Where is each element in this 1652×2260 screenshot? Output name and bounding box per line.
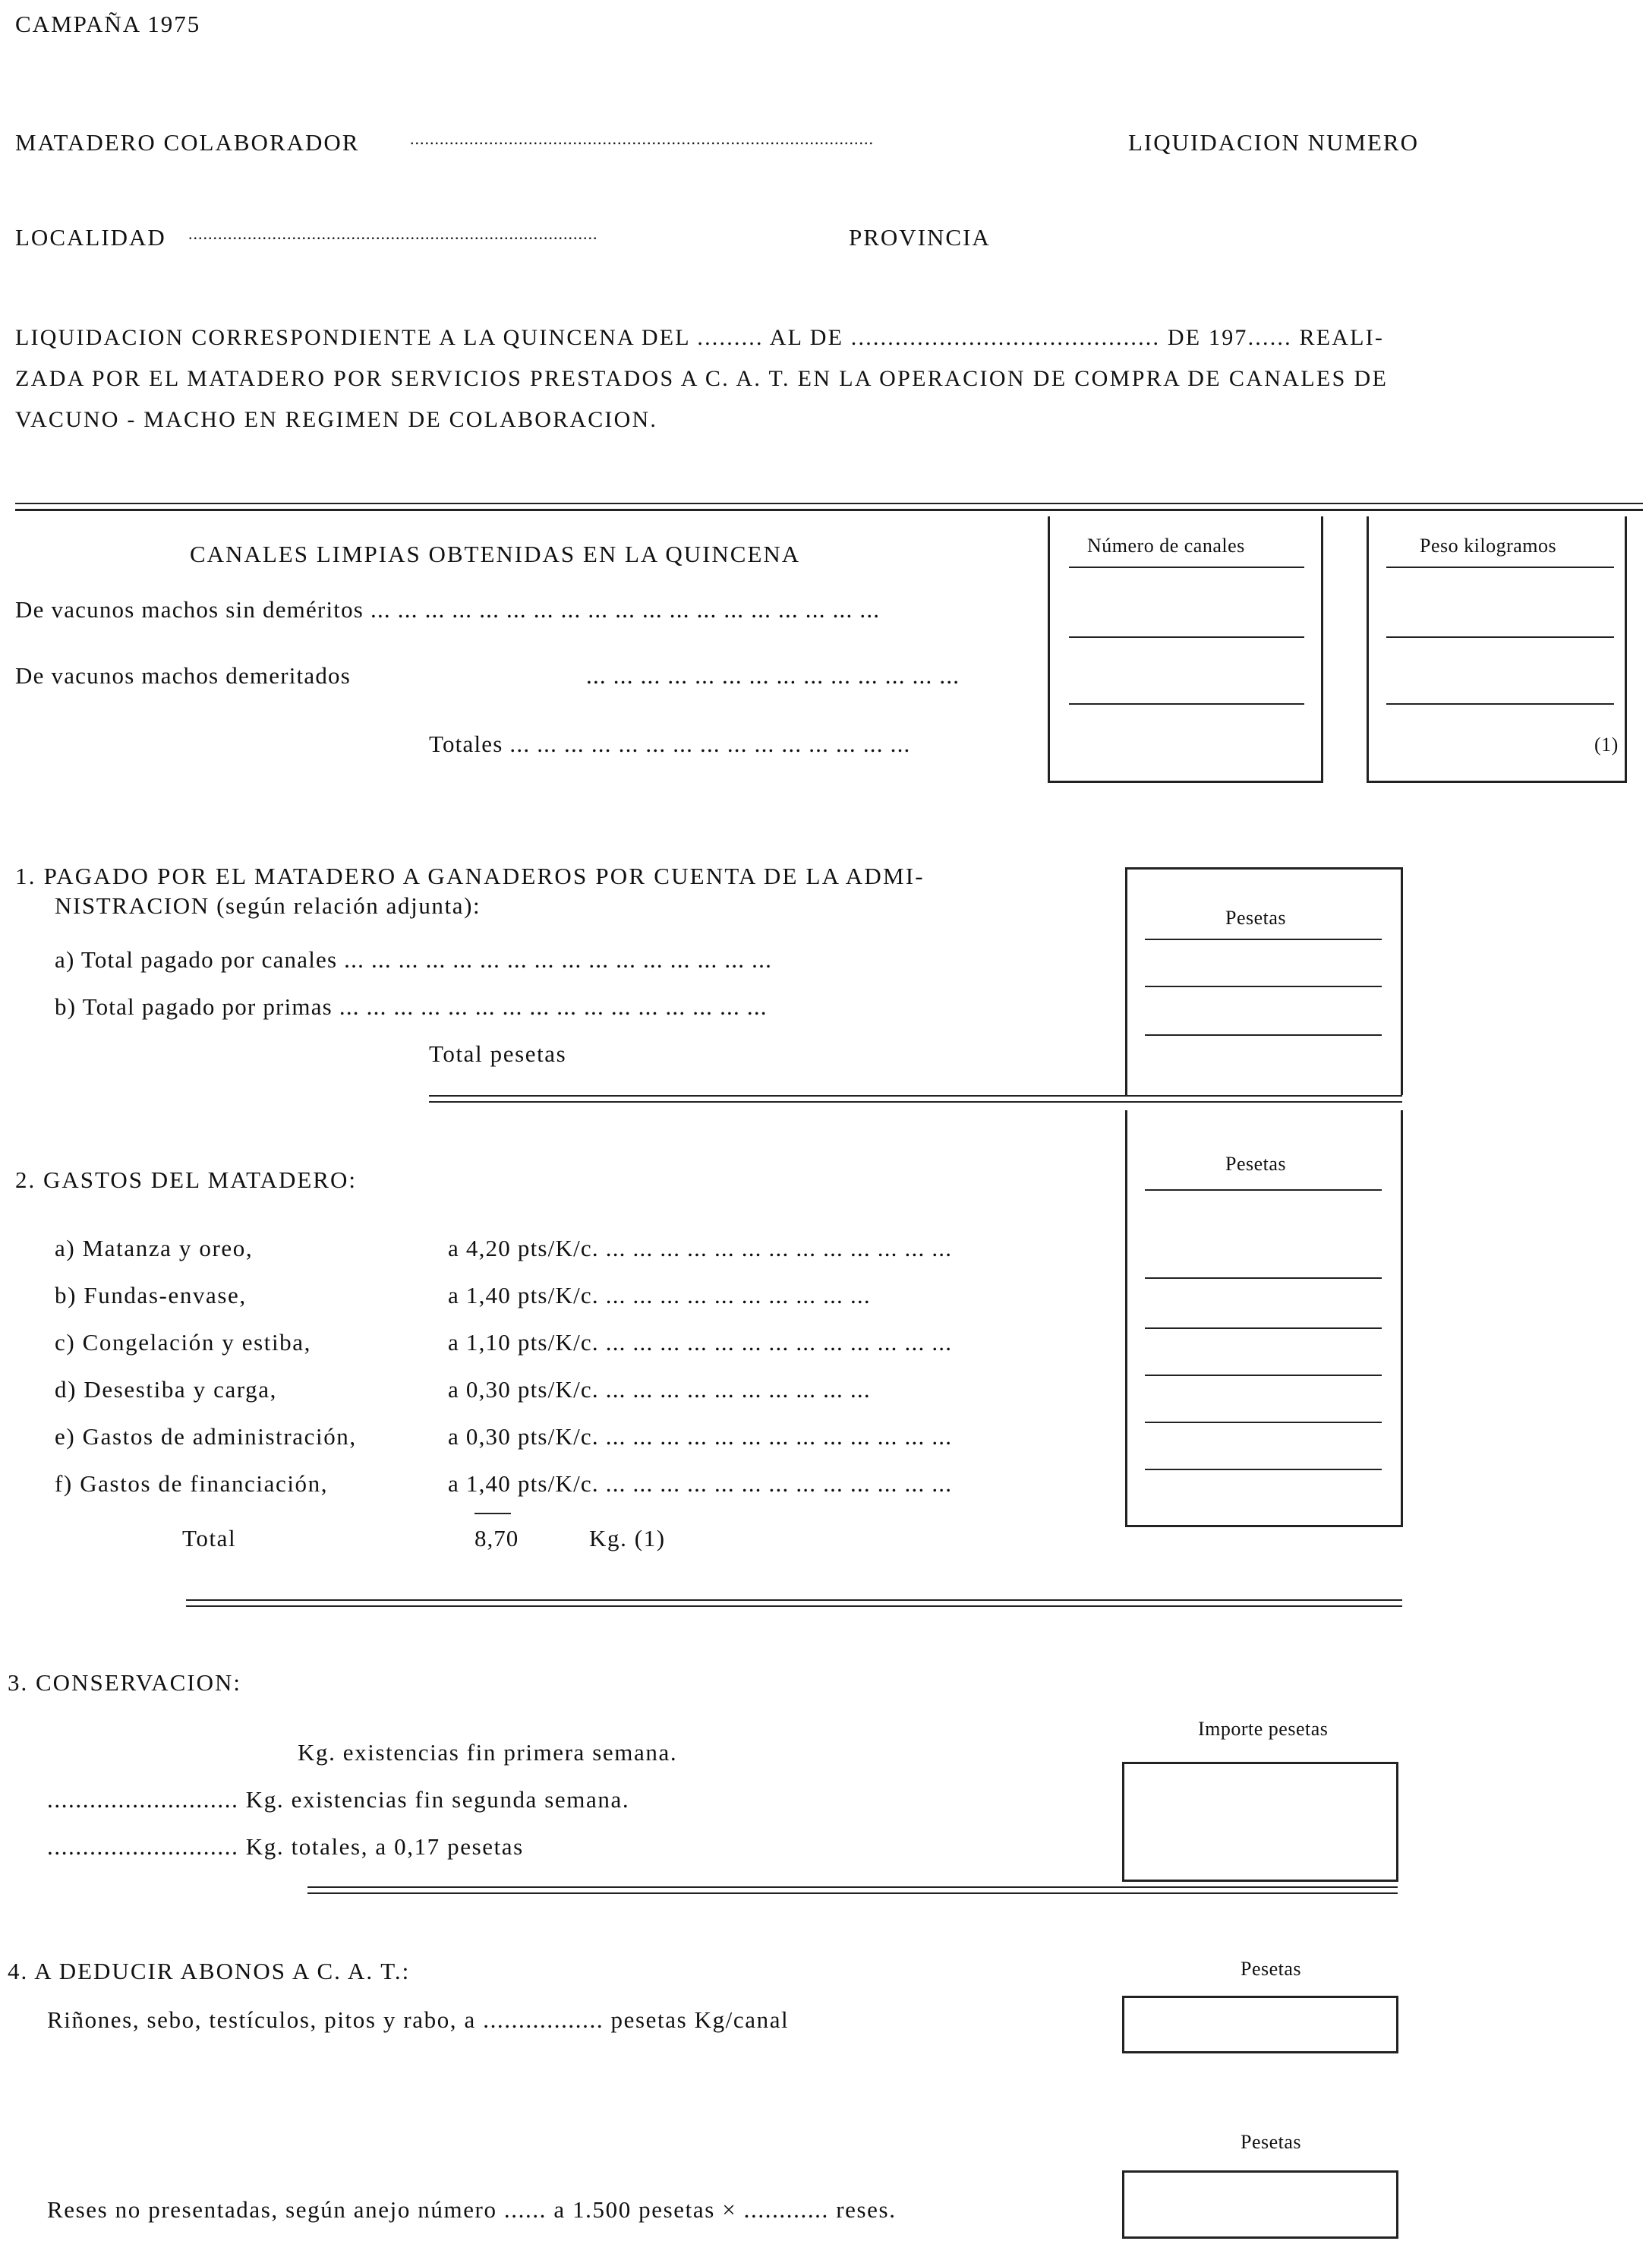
period-paragraph-line2: ZADA POR EL MATADERO POR SERVICIOS PRESTADOS A C. A. T. EN LA OPERACION DE COMPRA DE CANALES DE [15, 366, 1389, 391]
divider [186, 1605, 1402, 1607]
col1-rule [1069, 636, 1304, 638]
section1-rule [1145, 986, 1382, 987]
byproducts-amount-box[interactable] [1122, 1996, 1398, 2053]
slaughterhouse-field[interactable]: .............................................................................................. [410, 129, 874, 148]
section2-title: 2. GASTOS DEL MATADERO: [15, 1166, 357, 1193]
row-without-demerits: De vacunos machos sin deméritos ... ... ... ... ... ... ... ... ... ... ... ... ... ... ... ... ... ... ... [15, 596, 881, 623]
item-paid-premiums: b) Total pagado por primas ... ... ... ... ... ... ... ... ... ... ... ... ... ... ... ... [55, 993, 768, 1020]
divider [15, 509, 1643, 511]
settlement-number-label: LIQUIDACION NUMERO [1128, 129, 1419, 156]
total-overline [474, 1513, 511, 1514]
col-weight-kg: Peso kilogramos [1420, 535, 1557, 557]
col2-rule [1386, 567, 1614, 568]
expense-item-label: e) Gastos de administración, [55, 1423, 357, 1450]
section3-amount-label: Importe pesetas [1198, 1718, 1329, 1740]
missing-cattle-amount-box[interactable] [1122, 2170, 1398, 2239]
section2-rule [1145, 1327, 1382, 1329]
section1-rule [1145, 939, 1382, 940]
col1-rule [1069, 703, 1304, 705]
canales-title: CANALES LIMPIAS OBTENIDAS EN LA QUINCENA [190, 541, 801, 567]
section1-box-right [1401, 867, 1403, 1095]
section2-box-left [1125, 1110, 1127, 1526]
row-with-demerits-dots: ... ... ... ... ... ... ... ... ... ... ... ... ... ... [586, 662, 960, 689]
row-with-demerits: De vacunos machos demeritados [15, 662, 351, 689]
expense-item-label: d) Desestiba y carga, [55, 1376, 277, 1403]
col2-right-border [1625, 516, 1627, 782]
section3-amount-box[interactable] [1122, 1762, 1398, 1882]
locality-field[interactable]: ................................................................................... [188, 224, 598, 243]
section2-rule [1145, 1375, 1382, 1376]
expense-item-rate: a 1,10 pts/K/c. ... ... ... ... ... ... ... ... ... ... ... ... ... [448, 1329, 953, 1356]
divider [307, 1892, 1398, 1894]
expense-item-rate: a 1,40 pts/K/c. ... ... ... ... ... ... ... ... ... ... [448, 1282, 871, 1308]
row-totals: Totales ... ... ... ... ... ... ... ... ... ... ... ... ... ... ... [429, 731, 911, 757]
expense-item-rate: a 1,40 pts/K/c. ... ... ... ... ... ... ... ... ... ... ... ... ... [448, 1470, 953, 1497]
section3-title: 3. CONSERVACION: [8, 1669, 241, 1696]
divider [429, 1101, 1402, 1103]
section1-total: Total pesetas [429, 1040, 567, 1067]
expense-item-rate: a 4,20 pts/K/c. ... ... ... ... ... ... ... ... ... ... ... ... ... [448, 1235, 953, 1261]
section2-total-value: 8,70 [474, 1525, 519, 1551]
col1-left-border [1048, 516, 1050, 782]
section2-rule [1145, 1277, 1382, 1279]
slaughterhouse-label: MATADERO COLABORADOR [15, 129, 360, 156]
expense-item-label: f) Gastos de financiación, [55, 1470, 329, 1497]
province-label: PROVINCIA [849, 224, 991, 251]
divider [186, 1599, 1402, 1601]
expense-item-label: c) Congelación y estiba, [55, 1329, 311, 1356]
byproducts-line: Riñones, sebo, testículos, pitos y rabo, a ................. pesetas Kg/canal [47, 2006, 790, 2033]
section1-box-left [1125, 867, 1127, 1095]
col1-bottom-border [1048, 781, 1323, 783]
period-paragraph-line3: VACUNO - MACHO EN REGIMEN DE COLABORACION. [15, 407, 658, 432]
section4-pesetas-label-2: Pesetas [1241, 2131, 1302, 2153]
period-paragraph-line1: LIQUIDACION CORRESPONDIENTE A LA QUINCENA DEL ......... AL DE .......................................... DE 197...... REALI- [15, 325, 1385, 350]
col2-rule [1386, 703, 1614, 705]
section2-pesetas-label: Pesetas [1225, 1153, 1287, 1175]
col1-right-border [1321, 516, 1323, 782]
stock-total: ........................... Kg. totales, a 0,17 pesetas [47, 1833, 524, 1860]
item-paid-carcasses: a) Total pagado por canales ... ... ... ... ... ... ... ... ... ... ... ... ... ... ... ... [55, 946, 773, 973]
divider [429, 1095, 1402, 1097]
section4-title: 4. A DEDUCIR ABONOS A C. A. T.: [8, 1958, 411, 1984]
expense-item-rate: a 0,30 pts/K/c. ... ... ... ... ... ... ... ... ... ... [448, 1376, 871, 1403]
section2-rule [1145, 1469, 1382, 1470]
section4-pesetas-label: Pesetas [1241, 1958, 1302, 1980]
section2-rule [1145, 1422, 1382, 1423]
section1-title: 1. PAGADO POR EL MATADERO A GANADEROS POR CUENTA DE LA ADMI- [15, 863, 925, 889]
stock-first-week: Kg. existencias fin primera semana. [298, 1739, 678, 1766]
expense-item-label: a) Matanza y oreo, [55, 1235, 254, 1261]
section1-subtitle: NISTRACION (según relación adjunta): [55, 892, 481, 919]
stock-second-week: ........................... Kg. existencias fin segunda semana. [47, 1786, 630, 1813]
col2-rule [1386, 636, 1614, 638]
section2-box-right [1401, 1110, 1403, 1526]
missing-cattle-line: Reses no presentadas, según anejo número ...... a 1.500 pesetas × ............ reses. [47, 2196, 897, 2223]
section2-total-unit: Kg. (1) [589, 1525, 666, 1551]
section1-rule [1145, 1034, 1382, 1036]
expense-item-label: b) Fundas-envase, [55, 1282, 247, 1308]
section2-total-label: Total [182, 1525, 237, 1551]
expense-item-rate: a 0,30 pts/K/c. ... ... ... ... ... ... ... ... ... ... ... ... ... [448, 1423, 953, 1450]
col2-bottom-border [1367, 781, 1627, 783]
divider [307, 1886, 1398, 1888]
col1-rule [1069, 567, 1304, 568]
col2-left-border [1367, 516, 1369, 782]
section1-box-top [1125, 867, 1403, 870]
section1-pesetas-label: Pesetas [1225, 907, 1287, 929]
section2-rule [1145, 1189, 1382, 1191]
locality-label: LOCALIDAD [15, 224, 166, 251]
footnote-ref: (1) [1594, 734, 1619, 756]
divider [15, 503, 1643, 504]
section2-box-bottom [1125, 1525, 1403, 1527]
col-number-of-carcasses: Número de canales [1087, 535, 1245, 557]
campaign-heading: CAMPAÑA 1975 [15, 11, 201, 37]
